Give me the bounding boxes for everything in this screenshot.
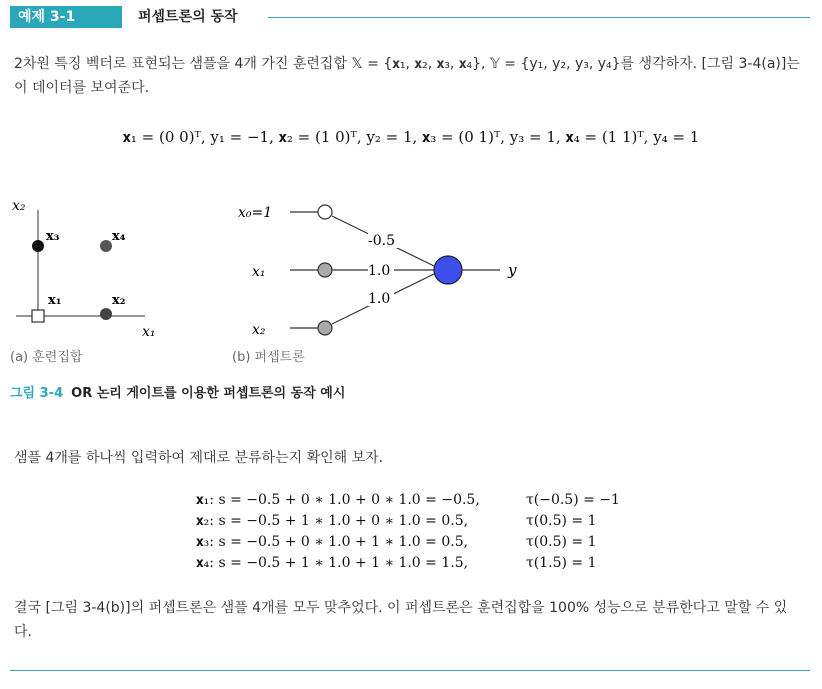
input-node-x0 (318, 205, 332, 219)
y-axis-label: x₂ (12, 198, 26, 214)
figure-caption-text: OR 논리 게이트를 이용한 퍼셉트론의 동작 예시 (71, 386, 346, 401)
point-label-x2: 𝐱₂ (112, 293, 126, 308)
weight-label-2: 1.0 (368, 291, 391, 307)
perceptron-network (238, 205, 517, 338)
input-label-x1: x₁ (252, 264, 266, 280)
check-paragraph: 샘플 4개를 하나씩 입력하여 제대로 분류하는지 확인해 보자. (14, 450, 384, 466)
conclusion-paragraph: 결국 [그림 3-4(b)]의 퍼셉트론은 샘플 4개를 모두 맞추었다. 이 퍼셉트론은 훈련집합을 100% 성능으로 분류한다고 말할 수 있다. (14, 600, 788, 640)
input-node-x2 (318, 321, 332, 335)
point-label-x4: 𝐱₄ (112, 229, 126, 244)
example-header (10, 6, 810, 28)
calc-row (196, 553, 626, 574)
calc-row (196, 490, 626, 511)
output-label: y (508, 261, 517, 279)
point-x2 (100, 308, 112, 320)
calc-activation: τ(0.5) = 1 (526, 534, 597, 550)
calc-activation: τ(1.5) = 1 (526, 555, 597, 571)
point-label-x3: 𝐱₃ (46, 229, 60, 244)
header-divider (268, 17, 810, 18)
point-x3 (32, 240, 44, 252)
calc-row (196, 532, 626, 553)
point-x4 (100, 240, 112, 252)
output-node (434, 256, 462, 284)
calc-row (196, 511, 626, 532)
bottom-divider (10, 670, 810, 671)
figure-caption (10, 382, 345, 401)
calc-equation: 𝐱₁: s = −0.5 + 0 ∗ 1.0 + 0 ∗ 1.0 = −0.5, (196, 492, 480, 508)
figure-number: 그림 3-4 (10, 386, 64, 401)
samples-equation: 𝐱₁ = (0 0)ᵀ, y₁ = −1, 𝐱₂ = (1 0)ᵀ, y₂ = 1, 𝐱₃ = (0 1)ᵀ, y₃ = 1, 𝐱₄ = (1 1)ᵀ, y₄ = 1 (122, 128, 700, 146)
input-label-x2: x₂ (252, 322, 266, 338)
example-label: 예제 3-1 (10, 6, 122, 28)
training-set-plot (12, 198, 156, 340)
caption-b: (b) 퍼셉트론 (232, 350, 305, 365)
weight-label-0: -0.5 (368, 233, 395, 249)
intro-paragraph: 2차원 특징 벡터로 표현되는 샘플을 4개 가진 훈련집합 𝕏 = {𝐱₁, 𝐱₂, 𝐱₃, 𝐱₄}, 𝕐 = {y₁, y₂, y₃, y₄}를 생각하자. [그림 3-4(a)]는 이 데이터를 보여준다. (14, 56, 800, 96)
weight-label-1: 1.0 (368, 263, 391, 279)
calc-activation: τ(0.5) = 1 (526, 513, 597, 529)
calculation-block (196, 490, 626, 574)
point-x1 (32, 310, 44, 322)
point-label-x1: 𝐱₁ (48, 293, 62, 308)
example-title: 퍼셉트론의 동작 (138, 9, 238, 25)
calc-activation: τ(−0.5) = −1 (526, 492, 620, 508)
calc-equation: 𝐱₄: s = −0.5 + 1 ∗ 1.0 + 1 ∗ 1.0 = 1.5, (196, 555, 469, 571)
calc-equation: 𝐱₂: s = −0.5 + 1 ∗ 1.0 + 0 ∗ 1.0 = 0.5, (196, 513, 469, 529)
caption-a: (a) 훈련집합 (10, 350, 83, 365)
x-axis-label: x₁ (142, 324, 156, 340)
input-node-x1 (318, 263, 332, 277)
calc-equation: 𝐱₃: s = −0.5 + 0 ∗ 1.0 + 1 ∗ 1.0 = 0.5, (196, 534, 469, 550)
input-label-x0: x₀=1 (238, 205, 273, 221)
